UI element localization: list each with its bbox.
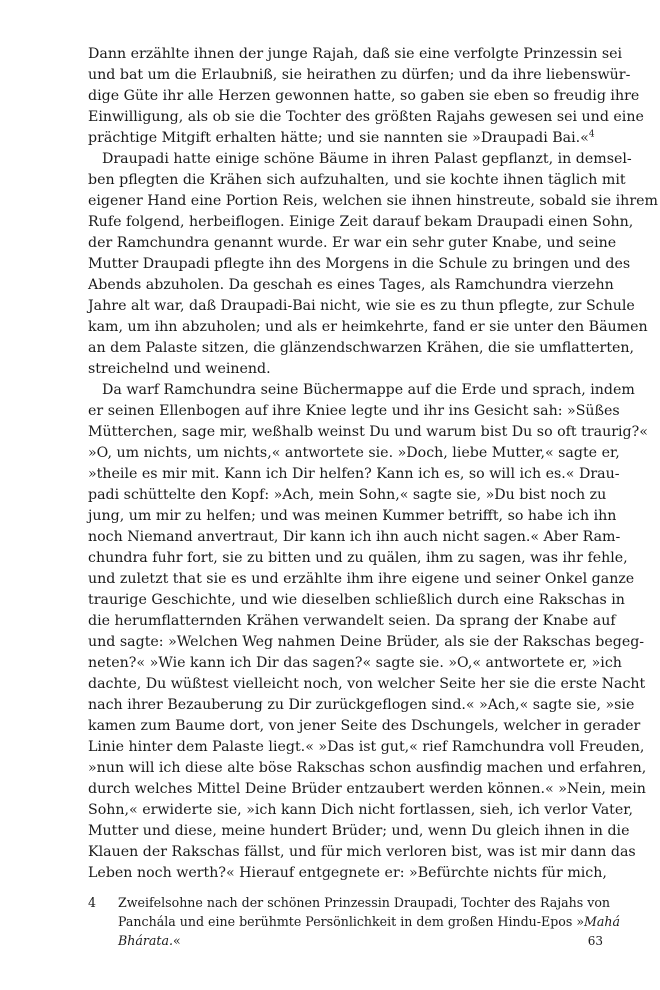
body-line: Sohn,« erwiderte sie, »ich kann Dich nicht fortlassen, sieh, ich verlor Vater, bbox=[88, 802, 634, 818]
body-line: an dem Palaste sitzen, die glänzendschwarzen Krähen, die sie umflatterten, bbox=[88, 340, 635, 356]
body-line: Da warf Ramchundra seine Büchermappe auf die Erde und sprach, indem bbox=[102, 382, 635, 398]
body-line: »O, um nichts, um nichts,« antwortete sie. »Doch, liebe Mutter,« sagte er, bbox=[88, 445, 620, 461]
body-line: dachte, Du wüßtest vielleicht noch, von welcher Seite her sie die erste Nacht bbox=[88, 676, 646, 692]
body-line: Klauen der Rakschas fällst, und für mich verloren bist, was ist mir dann das bbox=[88, 844, 636, 860]
body-line: padi schüttelte den Kopf: »Ach, mein Sohn,« sagte sie, »Du bist noch zu bbox=[88, 487, 607, 503]
body-line: dige Güte ihr alle Herzen gewonnen hatte, so gaben sie eben so freudig ihre bbox=[88, 88, 640, 104]
footnote-text: Panchála und eine berühmte Persönlichkeit in dem großen Hindu-Epos » bbox=[118, 914, 585, 929]
footnote-line bbox=[118, 931, 604, 950]
body-line: »nun will ich diese alte böse Rakschas schon ausfindig machen und erfahren, bbox=[88, 760, 647, 776]
body-line: kamen zum Baume dort, von jener Seite des Dschungels, welcher in gerader bbox=[88, 718, 641, 734]
body-line: nach ihrer Bezauberung zu Dir zurückgeflogen sind.« »Ach,« sagte sie, »sie bbox=[88, 697, 635, 713]
footnote-closing-quote: « bbox=[172, 933, 181, 948]
body-line: kam, um ihn abzuholen; und als er heimkehrte, fand er sie unter den Bäumen bbox=[88, 319, 648, 335]
body-line: jung, um mir zu helfen; und was meinen Kummer betrifft, so habe ich ihn bbox=[88, 508, 617, 524]
footnote-reference[interactable]: 4 bbox=[588, 129, 595, 140]
body-line: und sagte: »Welchen Weg nahmen Deine Brüder, als sie der Rakschas begeg- bbox=[88, 634, 645, 650]
body-line: Jahre alt war, daß Draupadi-Bai nicht, wie sie es zu thun pflegte, zur Schule bbox=[88, 298, 635, 314]
body-line: die herumflatternden Krähen verwandelt seien. Da sprang der Knabe auf bbox=[88, 613, 616, 629]
body-line: »theile es mir mit. Kann ich Dir helfen? Kann ich es, so will ich es.« Drau- bbox=[88, 466, 620, 482]
body-line: Mutter Draupadi pflegte ihn des Morgens in die Schule zu bringen und des bbox=[88, 256, 631, 272]
body-line: Einwilligung, als ob sie die Tochter des größten Rajahs gewesen sei und eine bbox=[88, 109, 644, 125]
body-line: traurige Geschichte, und wie dieselben schließlich durch eine Rakschas in bbox=[88, 592, 625, 608]
body-line: Dann erzählte ihnen der junge Rajah, daß sie eine verfolgte Prinzessin sei bbox=[88, 46, 623, 62]
footnote-line-with-italic bbox=[118, 912, 621, 931]
body-line: chundra fuhr fort, sie zu bitten und zu quälen, ihm zu sagen, was ihr fehle, bbox=[88, 550, 628, 566]
body-line: Mutter und diese, meine hundert Brüder; und, wenn Du gleich ihnen in die bbox=[88, 823, 630, 839]
body-line: Leben noch werth?« Hierauf entgegnete er: »Befürchte nichts für mich, bbox=[88, 865, 607, 881]
body-line-text: prächtige Mitgift erhalten hätte; und sie nannten sie »Draupadi Bai.« bbox=[88, 130, 589, 146]
body-line: streichelnd und weinend. bbox=[88, 361, 271, 377]
footnote-italic-title: Bhárata. bbox=[118, 933, 173, 948]
body-line: er seinen Ellenbogen auf ihre Kniee legte und ihr ins Gesicht sah: »Süßes bbox=[88, 403, 620, 419]
body-line: und bat um die Erlaubniß, sie heirathen zu dürfen; und da ihre liebenswür- bbox=[88, 67, 631, 83]
body-line-with-footnote bbox=[88, 128, 604, 149]
body-line: eigener Hand eine Portion Reis, welchen sie ihnen hinstreute, sobald sie ihrem bbox=[88, 193, 658, 209]
body-line: durch welches Mittel Deine Brüder entzaubert werden können.« »Nein, mein bbox=[88, 781, 646, 797]
body-line: Linie hinter dem Palaste liegt.« »Das ist gut,« rief Ramchundra voll Freuden, bbox=[88, 739, 645, 755]
body-line: Rufe folgend, herbeiflogen. Einige Zeit darauf bekam Draupadi einen Sohn, bbox=[88, 214, 634, 230]
body-line: Abends abzuholen. Da geschah es eines Tages, als Ramchundra vierzehn bbox=[88, 277, 614, 293]
body-line: der Ramchundra genannt wurde. Er war ein sehr guter Knabe, und seine bbox=[88, 235, 617, 251]
page-number: 63 bbox=[587, 934, 603, 948]
body-line: Draupadi hatte einige schöne Bäume in ihren Palast gepflanzt, in demsel- bbox=[102, 151, 632, 167]
body-line: und zuletzt that sie es und erzählte ihm ihre eigene und seiner Onkel ganze bbox=[88, 571, 635, 587]
body-line: ben pflegten die Krähen sich aufzuhalten, und sie kochte ihnen täglich mit bbox=[88, 172, 626, 188]
footnote-line: Zweifelsohne nach der schönen Prinzessin Draupadi, Tochter des Rajahs von bbox=[118, 895, 611, 910]
footnote-number: 4 bbox=[88, 895, 97, 910]
body-line: Mütterchen, sage mir, weßhalb weinst Du und warum bist Du so oft traurig?« bbox=[88, 424, 648, 440]
body-line: neten?« »Wie kann ich Dir das sagen?« sagte sie. »O,« antwortete er, »ich bbox=[88, 655, 622, 671]
footnote-italic-title: Mahá bbox=[584, 914, 621, 929]
body-line: noch Niemand anvertraut, Dir kann ich ihn auch nicht sagen.« Aber Ram- bbox=[88, 529, 621, 545]
